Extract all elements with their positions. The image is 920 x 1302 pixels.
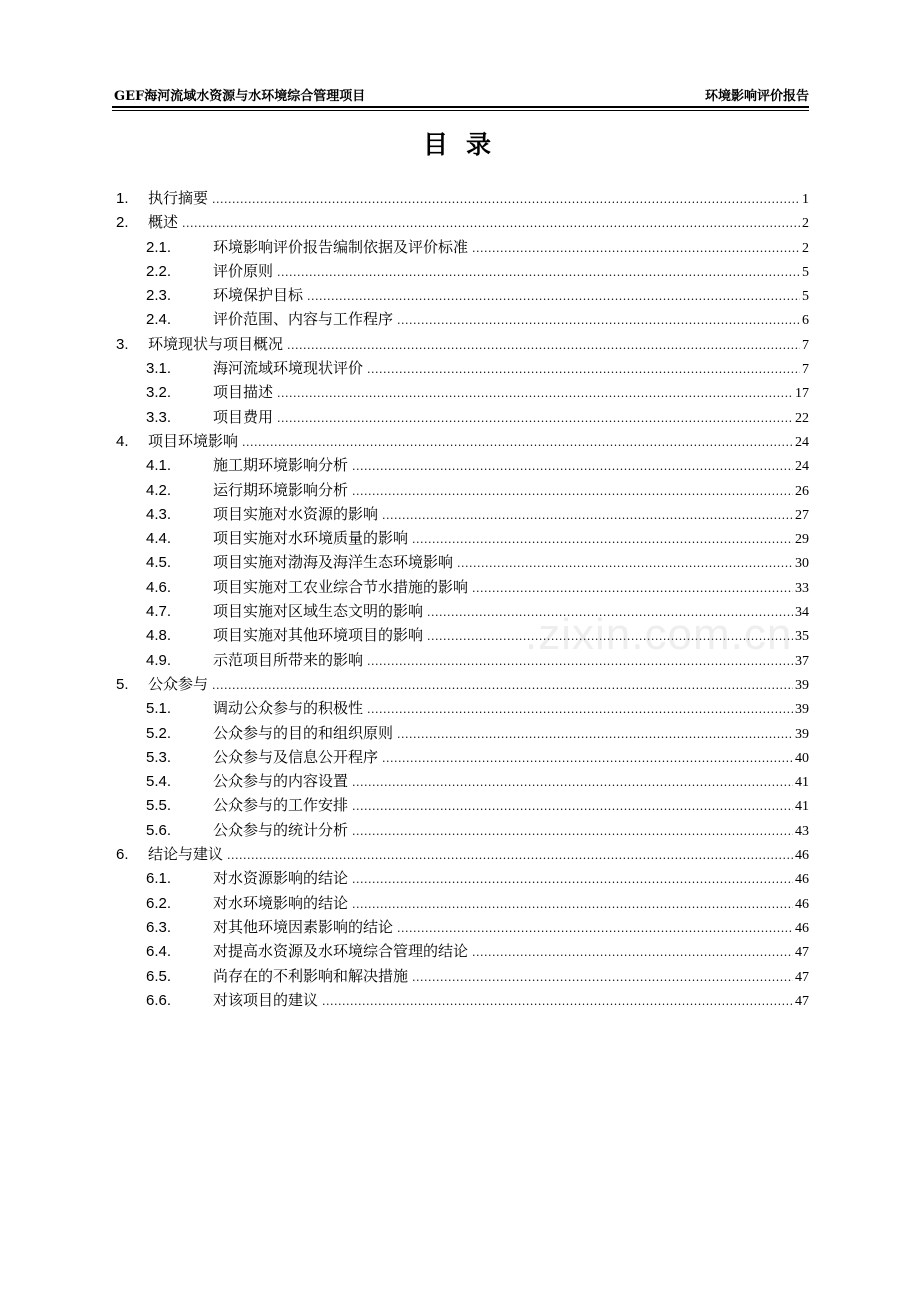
toc-dot-leader bbox=[412, 966, 793, 990]
toc-section-entry[interactable] bbox=[112, 550, 809, 574]
toc-dot-leader bbox=[457, 552, 793, 576]
toc-entry-number: 2.1. bbox=[146, 238, 172, 256]
toc-dot-leader bbox=[352, 480, 793, 504]
toc-page-number: 40 bbox=[795, 750, 809, 766]
toc-page-number: 39 bbox=[795, 677, 809, 693]
toc-entry-number: 4.1. bbox=[146, 457, 172, 475]
toc-entry-number: 4.5. bbox=[146, 554, 172, 572]
toc-dot-leader bbox=[212, 674, 793, 698]
toc-page-number: 29 bbox=[795, 532, 809, 548]
toc-page-number: 41 bbox=[795, 775, 809, 791]
toc-section-entry[interactable] bbox=[112, 818, 809, 842]
toc-dot-leader bbox=[352, 893, 793, 917]
header-report-title: 环境影响评价报告 bbox=[704, 89, 809, 104]
table-of-contents bbox=[112, 186, 809, 1012]
toc-dot-leader bbox=[352, 795, 793, 819]
toc-entry-title: 示范项目所带来的影响 bbox=[213, 650, 364, 669]
toc-section-entry[interactable] bbox=[112, 939, 809, 963]
toc-dot-leader bbox=[322, 990, 793, 1014]
toc-page-number: 2 bbox=[802, 216, 809, 232]
toc-section-entry[interactable] bbox=[112, 696, 809, 720]
toc-entry-title: 评价范围、内容与工作程序 bbox=[213, 310, 394, 329]
toc-entry-number: 3. bbox=[116, 335, 129, 353]
toc-dot-leader bbox=[472, 577, 793, 601]
toc-entry-title: 对其他环境因素影响的结论 bbox=[213, 917, 394, 936]
toc-page-number: 46 bbox=[795, 872, 809, 888]
toc-section-entry[interactable] bbox=[112, 891, 809, 915]
toc-entry-number: 6.4. bbox=[146, 943, 172, 961]
toc-page-number: 37 bbox=[795, 653, 809, 669]
watermark: .zixin.com.cn bbox=[525, 610, 793, 659]
toc-entry-title: 项目实施对工农业综合节水措施的影响 bbox=[213, 577, 469, 596]
toc-dot-leader bbox=[352, 455, 793, 479]
toc-entry-title: 公众参与的工作安排 bbox=[213, 796, 349, 815]
toc-page-number: 17 bbox=[795, 386, 809, 402]
toc-section-entry[interactable] bbox=[112, 235, 809, 259]
header-rule-thick bbox=[112, 106, 809, 108]
toc-page-number: 33 bbox=[795, 580, 809, 596]
toc-page-number: 7 bbox=[802, 337, 809, 353]
toc-dot-leader bbox=[352, 868, 793, 892]
header-project-title: GEF海河流域水资源与水环境综合管理项目 bbox=[114, 89, 366, 104]
toc-page-number: 6 bbox=[802, 313, 809, 329]
toc-entry-number: 1. bbox=[116, 190, 129, 207]
toc-entry-number: 4.3. bbox=[146, 505, 172, 523]
toc-chapter-entry[interactable] bbox=[112, 842, 809, 866]
toc-section-entry[interactable] bbox=[112, 356, 809, 380]
toc-entry-number: 4.2. bbox=[146, 481, 172, 499]
toc-dot-leader bbox=[287, 334, 800, 358]
toc-entry-number: 6.1. bbox=[146, 870, 172, 888]
toc-entry-number: 6. bbox=[116, 846, 129, 864]
toc-dot-leader bbox=[472, 941, 793, 965]
toc-section-entry[interactable] bbox=[112, 793, 809, 817]
toc-entry-number: 2. bbox=[116, 214, 129, 232]
toc-section-entry[interactable] bbox=[112, 721, 809, 745]
toc-page-number: 5 bbox=[802, 264, 809, 280]
toc-entry-title: 施工期环境影响分析 bbox=[213, 456, 349, 475]
toc-section-entry[interactable] bbox=[112, 915, 809, 939]
toc-page-number: 43 bbox=[795, 823, 809, 839]
toc-entry-title: 环境现状与项目概况 bbox=[148, 334, 284, 353]
toc-page-number: 39 bbox=[795, 702, 809, 718]
toc-entry-title: 对该项目的建议 bbox=[213, 990, 319, 1009]
toc-entry-title: 项目费用 bbox=[213, 407, 274, 426]
toc-entry-number: 5.1. bbox=[146, 700, 172, 718]
toc-entry-number: 4. bbox=[116, 432, 129, 450]
toc-entry-title: 项目实施对渤海及海洋生态环境影响 bbox=[213, 553, 454, 572]
toc-entry-title: 执行摘要 bbox=[148, 189, 209, 207]
toc-page-number: 27 bbox=[795, 507, 809, 523]
toc-section-entry[interactable] bbox=[112, 526, 809, 550]
page-title: 目录 bbox=[422, 130, 509, 159]
toc-page-number: 39 bbox=[795, 726, 809, 742]
toc-entry-number: 6.3. bbox=[146, 918, 172, 936]
toc-dot-leader bbox=[367, 358, 800, 382]
toc-entry-number: 6.2. bbox=[146, 894, 172, 912]
toc-page-number: 34 bbox=[795, 605, 809, 621]
toc-entry-number: 2.4. bbox=[146, 311, 172, 329]
toc-page-number: 24 bbox=[795, 434, 809, 450]
toc-section-entry[interactable] bbox=[112, 405, 809, 429]
toc-entry-title: 项目实施对水环境质量的影响 bbox=[213, 529, 409, 548]
toc-entry-number: 5.5. bbox=[146, 797, 172, 815]
toc-entry-number: 4.7. bbox=[146, 603, 172, 621]
toc-dot-leader bbox=[277, 382, 793, 406]
toc-page-number: 41 bbox=[795, 799, 809, 815]
toc-dot-leader bbox=[382, 747, 793, 771]
toc-entry-number: 5.4. bbox=[146, 773, 172, 791]
toc-entry-title: 项目实施对区域生态文明的影响 bbox=[213, 602, 424, 621]
toc-entry-title: 项目描述 bbox=[213, 383, 274, 402]
toc-entry-number: 4.6. bbox=[146, 578, 172, 596]
toc-entry-title: 项目实施对其他环境项目的影响 bbox=[213, 626, 424, 645]
toc-entry-title: 项目环境影响 bbox=[148, 431, 239, 450]
toc-section-entry[interactable] bbox=[112, 769, 809, 793]
toc-section-entry[interactable] bbox=[112, 478, 809, 502]
toc-dot-leader bbox=[212, 188, 800, 212]
toc-entry-title: 公众参与的内容设置 bbox=[213, 772, 349, 791]
toc-page-number: 5 bbox=[802, 289, 809, 305]
toc-dot-leader bbox=[227, 844, 793, 868]
toc-chapter-entry[interactable] bbox=[112, 186, 809, 210]
toc-dot-leader bbox=[182, 212, 800, 236]
toc-entry-title: 公众参与的目的和组织原则 bbox=[213, 723, 394, 742]
toc-entry-number: 5.2. bbox=[146, 724, 172, 742]
toc-entry-title: 评价原则 bbox=[213, 261, 274, 280]
toc-entry-number: 5.3. bbox=[146, 748, 172, 766]
toc-section-entry[interactable] bbox=[112, 283, 809, 307]
toc-page-number: 30 bbox=[795, 556, 809, 572]
toc-section-entry[interactable] bbox=[112, 502, 809, 526]
toc-entry-title: 运行期环境影响分析 bbox=[213, 480, 349, 499]
toc-entry-title: 海河流域环境现状评价 bbox=[213, 359, 364, 378]
toc-section-entry[interactable] bbox=[112, 964, 809, 988]
toc-entry-title: 环境保护目标 bbox=[213, 286, 304, 305]
toc-page-number: 2 bbox=[802, 240, 809, 256]
toc-entry-title: 公众参与 bbox=[148, 674, 209, 693]
toc-entry-number: 3.3. bbox=[146, 408, 172, 426]
toc-dot-leader bbox=[397, 723, 793, 747]
toc-dot-leader bbox=[277, 407, 793, 431]
toc-page-number: 35 bbox=[795, 629, 809, 645]
toc-dot-leader bbox=[397, 309, 800, 333]
toc-page-number: 46 bbox=[795, 920, 809, 936]
toc-dot-leader bbox=[382, 504, 793, 528]
toc-entry-title: 公众参与及信息公开程序 bbox=[213, 747, 379, 766]
toc-chapter-entry[interactable] bbox=[112, 672, 809, 696]
toc-entry-title: 结论与建议 bbox=[148, 845, 224, 864]
toc-dot-leader bbox=[277, 261, 800, 285]
toc-section-entry[interactable] bbox=[112, 380, 809, 404]
toc-dot-leader bbox=[472, 237, 800, 261]
toc-page-number: 47 bbox=[795, 969, 809, 985]
toc-entry-title: 尚存在的不利影响和解决措施 bbox=[213, 966, 409, 985]
toc-entry-title: 项目实施对水资源的影响 bbox=[213, 504, 379, 523]
toc-page-number: 24 bbox=[795, 459, 809, 475]
toc-section-entry[interactable] bbox=[112, 575, 809, 599]
toc-chapter-entry[interactable] bbox=[112, 332, 809, 356]
toc-entry-title: 对水资源影响的结论 bbox=[213, 869, 349, 888]
toc-entry-number: 6.5. bbox=[146, 967, 172, 985]
toc-section-entry[interactable] bbox=[112, 307, 809, 331]
toc-page-number: 26 bbox=[795, 483, 809, 499]
toc-entry-number: 4.4. bbox=[146, 530, 172, 548]
toc-entry-title: 公众参与的统计分析 bbox=[213, 820, 349, 839]
toc-entry-number: 3.2. bbox=[146, 384, 172, 402]
toc-page-number: 46 bbox=[795, 896, 809, 912]
toc-entry-title: 对水环境影响的结论 bbox=[213, 893, 349, 912]
toc-page-number: 1 bbox=[802, 192, 809, 207]
toc-entry-number: 2.2. bbox=[146, 262, 172, 280]
toc-dot-leader bbox=[352, 820, 793, 844]
toc-entry-number: 5. bbox=[116, 675, 129, 693]
toc-entry-number: 4.9. bbox=[146, 651, 172, 669]
toc-entry-title: 环境影响评价报告编制依据及评价标准 bbox=[213, 237, 469, 256]
toc-page-number: 46 bbox=[795, 848, 809, 864]
toc-dot-leader bbox=[307, 285, 800, 309]
toc-entry-number: 4.8. bbox=[146, 627, 172, 645]
toc-entry-title: 调动公众参与的积极性 bbox=[213, 699, 364, 718]
toc-entry-title: 概述 bbox=[148, 213, 179, 232]
toc-entry-number: 2.3. bbox=[146, 287, 172, 305]
toc-entry-title: 对提高水资源及水环境综合管理的结论 bbox=[213, 942, 469, 961]
toc-dot-leader bbox=[367, 698, 793, 722]
toc-section-entry[interactable] bbox=[112, 453, 809, 477]
toc-dot-leader bbox=[242, 431, 793, 455]
toc-dot-leader bbox=[397, 917, 793, 941]
toc-page-number: 47 bbox=[795, 945, 809, 961]
toc-page-number: 47 bbox=[795, 993, 809, 1009]
toc-section-entry[interactable] bbox=[112, 866, 809, 890]
toc-section-entry[interactable] bbox=[112, 259, 809, 283]
toc-entry-number: 3.1. bbox=[146, 360, 172, 378]
page-header bbox=[112, 88, 809, 108]
toc-dot-leader bbox=[412, 528, 793, 552]
header-rule-thin bbox=[112, 110, 809, 111]
toc-dot-leader bbox=[352, 771, 793, 795]
toc-entry-number: 6.6. bbox=[146, 991, 172, 1009]
toc-entry-number: 5.6. bbox=[146, 821, 172, 839]
toc-section-entry[interactable] bbox=[112, 745, 809, 769]
toc-page-number: 7 bbox=[802, 362, 809, 378]
toc-page-number: 22 bbox=[795, 410, 809, 426]
toc-section-entry[interactable] bbox=[112, 988, 809, 1012]
toc-chapter-entry[interactable] bbox=[112, 210, 809, 234]
toc-chapter-entry[interactable] bbox=[112, 429, 809, 453]
